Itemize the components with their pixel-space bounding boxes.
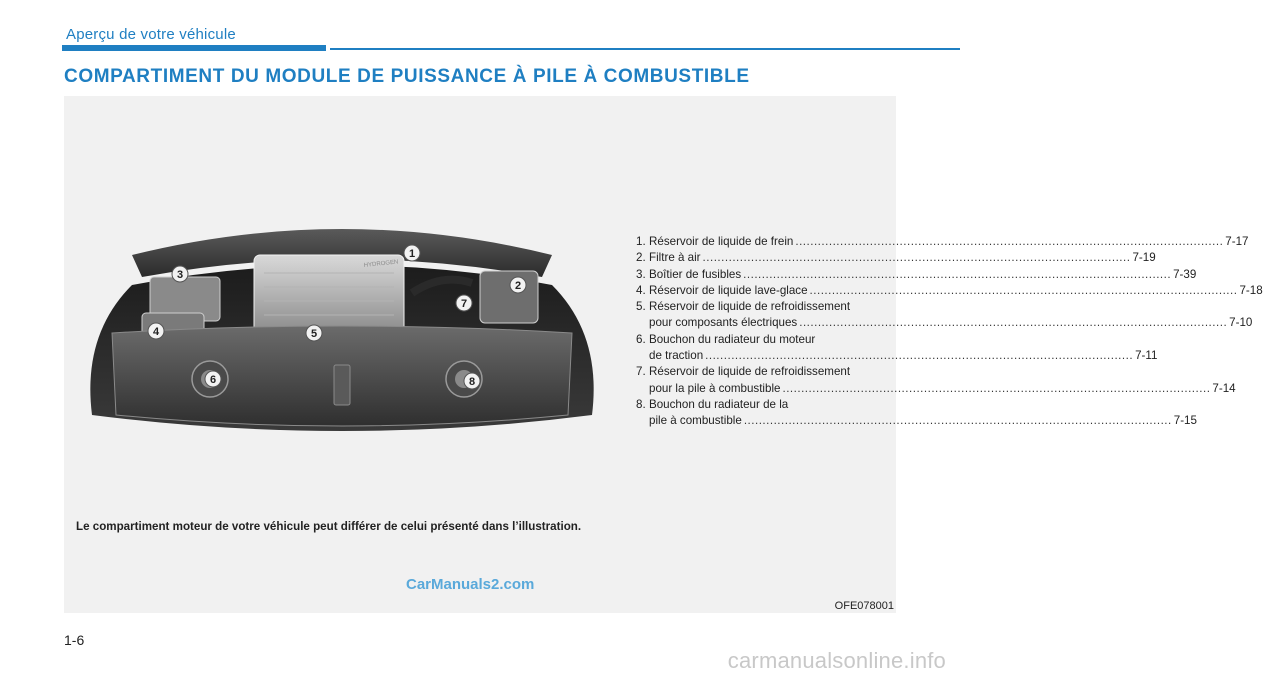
legend-item-page: 7-14 <box>1212 381 1236 395</box>
air-filter-shape <box>480 271 538 323</box>
legend-item-label: Bouchon du radiateur du moteur <box>649 332 816 346</box>
legend-item-number: 7. <box>636 365 646 379</box>
callout-1: 1 <box>408 248 416 260</box>
callout-6: 6 <box>209 374 217 386</box>
legend-item-number: 8. <box>636 397 646 411</box>
legend-item-number: 6. <box>636 332 646 346</box>
legend-item-label: de traction <box>649 349 704 363</box>
illustration-note: Le compartiment moteur de votre véhicule peut différer de celui présenté dans l’illustration. <box>76 520 582 533</box>
legend-list <box>636 234 1263 430</box>
legend-item-number: 4. <box>636 283 646 297</box>
legend-item-label: Bouchon du radiateur de la <box>649 397 789 411</box>
legend-item-page: 7-11 <box>1135 349 1158 363</box>
callout-7: 7 <box>460 298 468 310</box>
callout-4: 4 <box>152 326 160 338</box>
callout-3: 3 <box>176 269 184 281</box>
legend-item-label: Filtre à air <box>649 251 701 265</box>
page-title: COMPARTIMENT DU MODULE DE PUISSANCE À PILE À COMBUSTIBLE <box>64 66 750 87</box>
legend-item-6 <box>636 332 1158 365</box>
header-rule-thin <box>330 48 960 50</box>
legend-item-number: 3. <box>636 267 646 281</box>
legend-item-3 <box>636 267 1197 283</box>
legend-item-number: 1. <box>636 235 646 248</box>
legend-item-7 <box>636 364 1236 397</box>
legend-item-page: 7-39 <box>1173 267 1197 281</box>
legend-item-2 <box>636 250 1156 266</box>
legend-item-number: 2. <box>636 251 646 265</box>
legend-item-page: 7-17 <box>1225 235 1249 248</box>
legend-item-number: 5. <box>636 300 646 314</box>
legend-item-page: 7-10 <box>1229 316 1253 330</box>
legend-item-page: 7-19 <box>1132 251 1156 265</box>
callout-8: 8 <box>468 376 476 388</box>
legend-item-page: 7-18 <box>1239 283 1263 297</box>
legend-item-label: Boîtier de fusibles <box>649 267 742 281</box>
section-title: Aperçu de votre véhicule <box>66 26 236 43</box>
legend-item-label: Réservoir de liquide de refroidissement <box>649 300 851 314</box>
legend-item-1 <box>636 234 1249 250</box>
figure-code: OFE078001 <box>834 600 894 612</box>
footer-site-link[interactable]: carmanualsonline.info <box>727 648 946 673</box>
engine-compartment-illustration <box>72 215 612 450</box>
legend-item-4 <box>636 283 1263 299</box>
legend-item-label: Réservoir de liquide de frein <box>649 235 794 248</box>
legend-item-label: pour composants électriques <box>649 316 798 330</box>
callout-2: 2 <box>514 280 522 292</box>
legend-item-label: Réservoir de liquide de refroidissement <box>649 365 851 379</box>
watermark-link[interactable]: CarManuals2.com <box>406 576 535 593</box>
engine-label: HYDROGEN <box>363 259 399 269</box>
legend-item-label: pour la pile à combustible <box>649 381 781 395</box>
hood-latch <box>334 365 350 405</box>
header-rule-thick <box>62 45 326 51</box>
legend-item-8 <box>636 397 1197 430</box>
callout-5: 5 <box>310 328 318 340</box>
page-number: 1-6 <box>64 632 85 648</box>
legend-item-5 <box>636 299 1253 332</box>
legend-item-label: Réservoir de liquide lave-glace <box>649 283 808 297</box>
legend-item-page: 7-15 <box>1173 414 1197 428</box>
legend-item-label: pile à combustible <box>649 414 742 428</box>
